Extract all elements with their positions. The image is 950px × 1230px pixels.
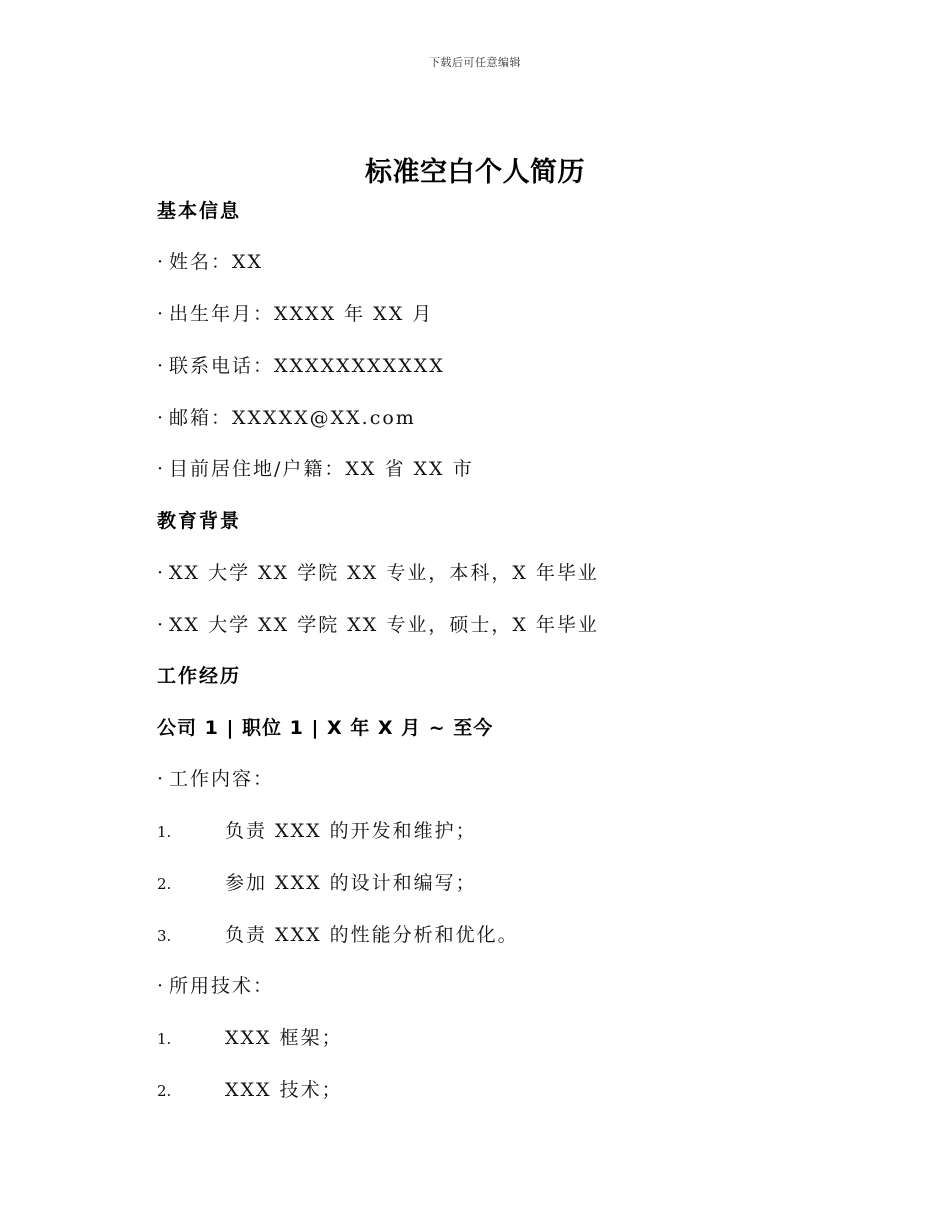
basic-info-email: 邮箱：XXXXX@XX.com <box>169 407 416 429</box>
tech-item <box>157 1077 343 1104</box>
duties-label-line <box>157 766 274 792</box>
education-item <box>157 560 599 586</box>
tech-text: XXX 框架； <box>225 1027 343 1049</box>
bullet: · <box>157 458 164 480</box>
basic-info-name: 姓名：XX <box>169 251 264 273</box>
basic-info-item <box>157 456 474 482</box>
duty-text: 负责 XXX 的性能分析和优化。 <box>225 924 519 946</box>
bullet: · <box>157 614 164 636</box>
duty-item <box>157 818 477 845</box>
tech-label-line <box>157 973 274 999</box>
basic-info-item <box>157 353 445 379</box>
list-number: 1. <box>157 1030 172 1048</box>
bullet: · <box>157 407 164 429</box>
duty-text: 负责 XXX 的开发和维护； <box>225 820 477 842</box>
education-item <box>157 612 599 638</box>
document-title: 标准空白个人简历 <box>365 157 585 188</box>
education-bachelor: XX 大学 XX 学院 XX 专业，本科，X 年毕业 <box>169 562 599 584</box>
basic-info-birth: 出生年月：XXXX 年 XX 月 <box>169 303 434 325</box>
basic-info-residence: 目前居住地/户籍：XX 省 XX 市 <box>169 458 474 480</box>
bullet: · <box>157 355 164 377</box>
bullet: · <box>157 303 164 325</box>
list-number: 2. <box>157 875 172 893</box>
section-heading-basic-info: 基本信息 <box>157 200 242 222</box>
duties-label: 工作内容： <box>169 768 275 790</box>
job-heading: 公司 1 | 职位 1 | X 年 X 月 ~ 至今 <box>157 717 494 739</box>
basic-info-item <box>157 249 263 275</box>
basic-info-item <box>157 405 416 431</box>
bullet: · <box>157 562 164 584</box>
tech-label: 所用技术： <box>169 975 275 997</box>
list-number: 3. <box>157 927 172 945</box>
tech-item <box>157 1025 343 1052</box>
bullet: · <box>157 251 164 273</box>
duty-text: 参加 XXX 的设计和编写； <box>225 872 477 894</box>
education-master: XX 大学 XX 学院 XX 专业，硕士，X 年毕业 <box>169 614 599 636</box>
section-heading-education: 教育背景 <box>157 510 242 532</box>
basic-info-item <box>157 301 433 327</box>
basic-info-phone: 联系电话：XXXXXXXXXXX <box>169 355 445 377</box>
duty-item <box>157 922 519 949</box>
header-note: 下载后可任意编辑 <box>429 56 521 69</box>
duty-item <box>157 870 477 897</box>
tech-text: XXX 技术； <box>225 1079 343 1101</box>
section-heading-work: 工作经历 <box>157 665 242 687</box>
list-number: 1. <box>157 823 172 841</box>
bullet: · <box>157 768 164 790</box>
list-number: 2. <box>157 1082 172 1100</box>
bullet: · <box>157 975 164 997</box>
